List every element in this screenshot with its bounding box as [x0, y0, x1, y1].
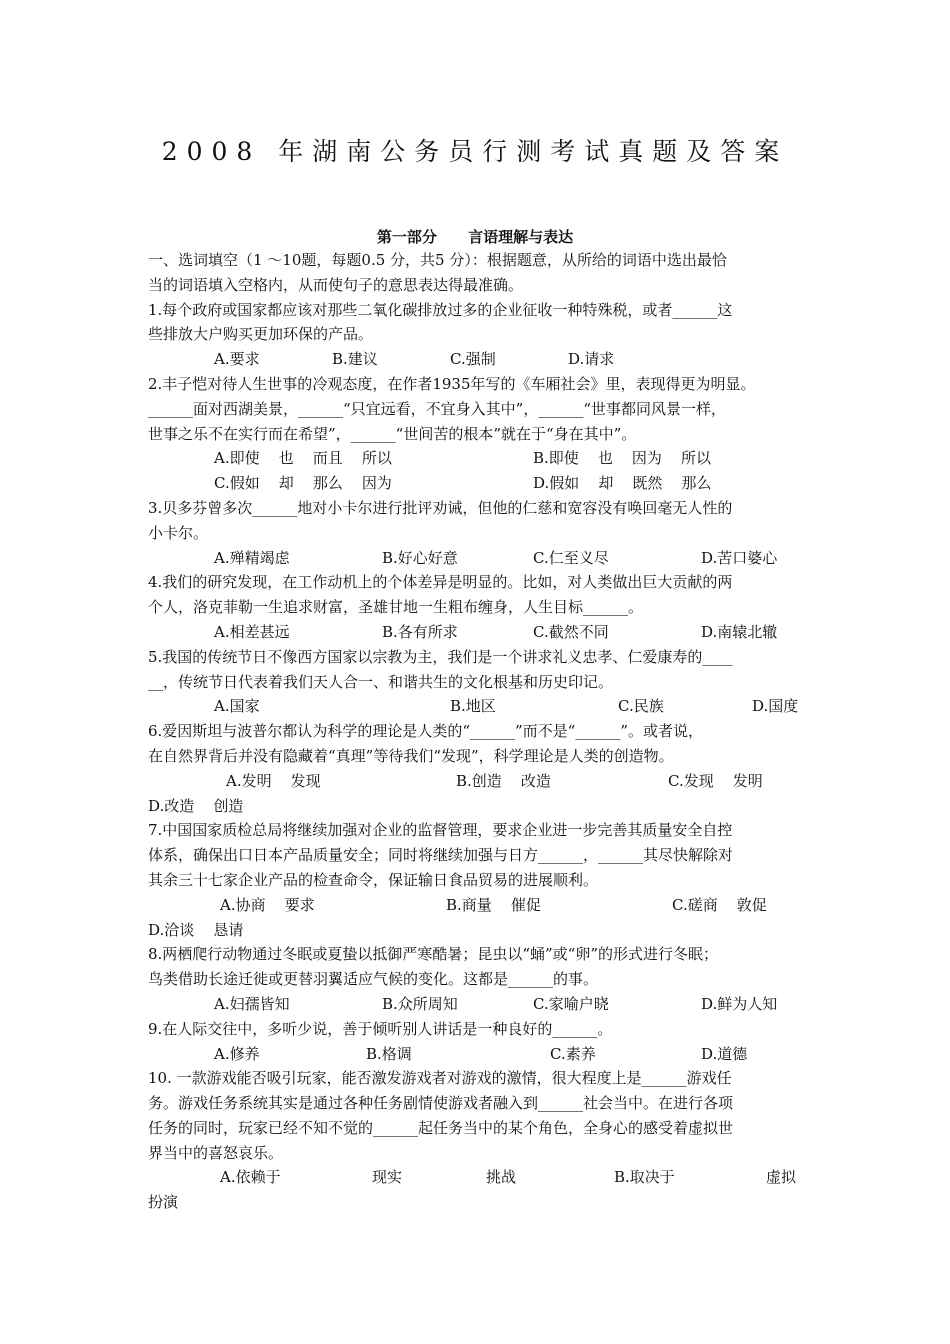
- option-a: A.殚精竭虑: [214, 548, 290, 567]
- question-text: 其余三十七家企业产品的检查命令，保证输日食品贸易的进展顺利。: [148, 870, 599, 889]
- question-text: 些排放大户购买更加环保的产品。: [148, 325, 374, 344]
- question-text: 4.我们的研究发现，在工作动机上的个体差异是明显的。比如，对人类做出巨大贡献的两: [148, 573, 733, 592]
- option-a: A.依赖于: [220, 1168, 281, 1187]
- option-c: C.强制: [450, 350, 496, 369]
- option-b: B.商量 催促: [446, 895, 541, 914]
- question-text: 6.爱因斯坦与波普尔都认为科学的理论是人类的“______”而不是“______”。或者说，: [148, 722, 703, 741]
- question-text: 在自然界背后并没有隐藏着“真理”等待我们“发现”，科学理论是人类的创造物。: [148, 746, 674, 765]
- question-text: 1.每个政府或国家都应该对那些二氧化碳排放过多的企业征收一种特殊税，或者______这: [148, 300, 733, 319]
- option-d: D.南辕北辙: [701, 622, 778, 641]
- option-a: A.修养: [214, 1044, 260, 1063]
- instructions-line: 当的词语填入空格内，从而使句子的意思表达得最准确。: [148, 275, 524, 294]
- document-body: [148, 248, 808, 1215]
- answer-options: [148, 694, 808, 719]
- question-text: __，传统节日代表着我们天人合一、和谐共生的文化根基和历史印记。: [148, 672, 614, 691]
- answer-options: [148, 992, 808, 1017]
- question-text: 务。游戏任务系统其实是通过各种任务剧情使游戏者融入到______社会当中。在进行各项: [148, 1094, 734, 1113]
- answer-options: [148, 769, 808, 794]
- option-b: B.各有所求: [382, 622, 458, 641]
- option-d: D.鲜为人知: [701, 994, 778, 1013]
- answer-options: [148, 446, 808, 471]
- question-text: 9.在人际交往中，多听少说，善于倾听别人讲话是一种良好的______。: [148, 1019, 613, 1038]
- question-text: 8.两栖爬行动物通过冬眠或夏蛰以抵御严寒酷暑；昆虫以“蛹”或“卵”的形式进行冬眠；: [148, 945, 718, 964]
- option-b: B.众所周知: [382, 994, 458, 1013]
- question-text: 体系，确保出口日本产品质量安全；同时将继续加强与日方______，______其尽快解除对: [148, 846, 734, 865]
- option-d: D.道德: [701, 1044, 748, 1063]
- option-d: D.假如 却 既然 那么: [533, 474, 712, 493]
- option-c: C.民族: [618, 697, 664, 716]
- section-title: 第一部分 言语理解与表达: [376, 228, 574, 246]
- question-text: ______面对西湖美景，______“只宜远看，不宜身入其中”，______“世事都同风景一样，: [148, 399, 727, 418]
- option-a: A.即使 也 而且 所以: [214, 449, 392, 468]
- option-a: A.要求: [214, 350, 260, 369]
- option-a: A.相差甚远: [214, 622, 290, 641]
- option-b: B.即使 也 因为 所以: [533, 449, 712, 468]
- option-d: D.国度: [752, 697, 799, 716]
- option-c: C.素养: [550, 1044, 596, 1063]
- option-d: D.洽谈 恳请: [148, 920, 244, 939]
- question-text: 10. 一款游戏能否吸引玩家，能否激发游戏者对游戏的激情，很大程度上是______游戏任: [148, 1069, 732, 1088]
- option-b: B.创造 改造: [456, 771, 551, 790]
- option-b: B.好心好意: [382, 548, 458, 567]
- question-text: 个人，洛克菲勒一生追求财富，圣雄甘地一生粗布缠身，人生目标______。: [148, 598, 644, 617]
- option-a-word-3: 挑战: [486, 1168, 517, 1187]
- option-a-word-2: 现实: [372, 1168, 403, 1187]
- answer-options: [148, 1165, 808, 1190]
- option-c: C.仁至义尽: [533, 548, 609, 567]
- option-c: C.发现 发明: [668, 771, 763, 790]
- question-text: 7.中国国家质检总局将继续加强对企业的监督管理，要求企业进一步完善其质量安全自控: [148, 821, 733, 840]
- option-c: C.家喻户晓: [533, 994, 609, 1013]
- option-b-word-3: 扮演: [148, 1193, 179, 1212]
- answer-options: [148, 1042, 808, 1067]
- option-a: A.国家: [214, 697, 260, 716]
- option-b-word-2: 虚拟: [766, 1168, 797, 1187]
- answer-options: [148, 347, 808, 372]
- question-text: 世事之乐不在实行而在希望”，______“世间苦的根本”就在于“身在其中”。: [148, 424, 637, 443]
- option-d: D.改造 创造: [148, 796, 244, 815]
- answer-options: [148, 893, 808, 918]
- question-text: 5.我国的传统节日不像西方国家以宗教为主，我们是一个讲求礼义忠孝、仁爱康寿的____: [148, 647, 733, 666]
- instructions-line: 一、选词填空（1 ～10题，每题0.5 分，共5 分）：根据题意，从所给的词语中选出最恰: [148, 251, 727, 269]
- option-c: C.磋商 敦促: [672, 895, 767, 914]
- question-text: 界当中的喜怒哀乐。: [148, 1143, 284, 1162]
- option-c: C.假如 却 那么 因为: [214, 474, 392, 493]
- question-text: 3.贝多芬曾多次______地对小卡尔进行批评劝诫，但他的仁慈和宽容没有唤回毫无人性的: [148, 498, 733, 517]
- option-b: B.取决于: [614, 1168, 675, 1187]
- question-text: 鸟类借助长途迁徙或更替羽翼适应气候的变化。这都是______的事。: [148, 970, 599, 989]
- question-text: 任务的同时，玩家已经不知不觉的______起任务当中的某个角色，全身心的感受着虚拟世: [148, 1118, 734, 1137]
- question-text: 小卡尔。: [148, 523, 209, 542]
- option-a: A.发明 发现: [226, 771, 321, 790]
- option-a: A.妇孺皆知: [214, 994, 290, 1013]
- answer-options: [148, 471, 808, 496]
- option-d: D.苦口婆心: [701, 548, 778, 567]
- option-b: B.建议: [332, 350, 378, 369]
- option-b: B.格调: [366, 1044, 412, 1063]
- option-d: D.请求: [568, 350, 615, 369]
- option-b: B.地区: [450, 697, 496, 716]
- option-a: A.协商 要求: [220, 895, 315, 914]
- option-c: C.截然不同: [533, 622, 609, 641]
- answer-options: [148, 546, 808, 571]
- question-text: 2.丰子恺对待人生世事的冷观态度，在作者1935年写的《车厢社会》里，表现得更为明显。: [148, 374, 756, 393]
- document-title: 2008 年湖南公务员行测考试真题及答案: [161, 137, 789, 166]
- answer-options: [148, 620, 808, 645]
